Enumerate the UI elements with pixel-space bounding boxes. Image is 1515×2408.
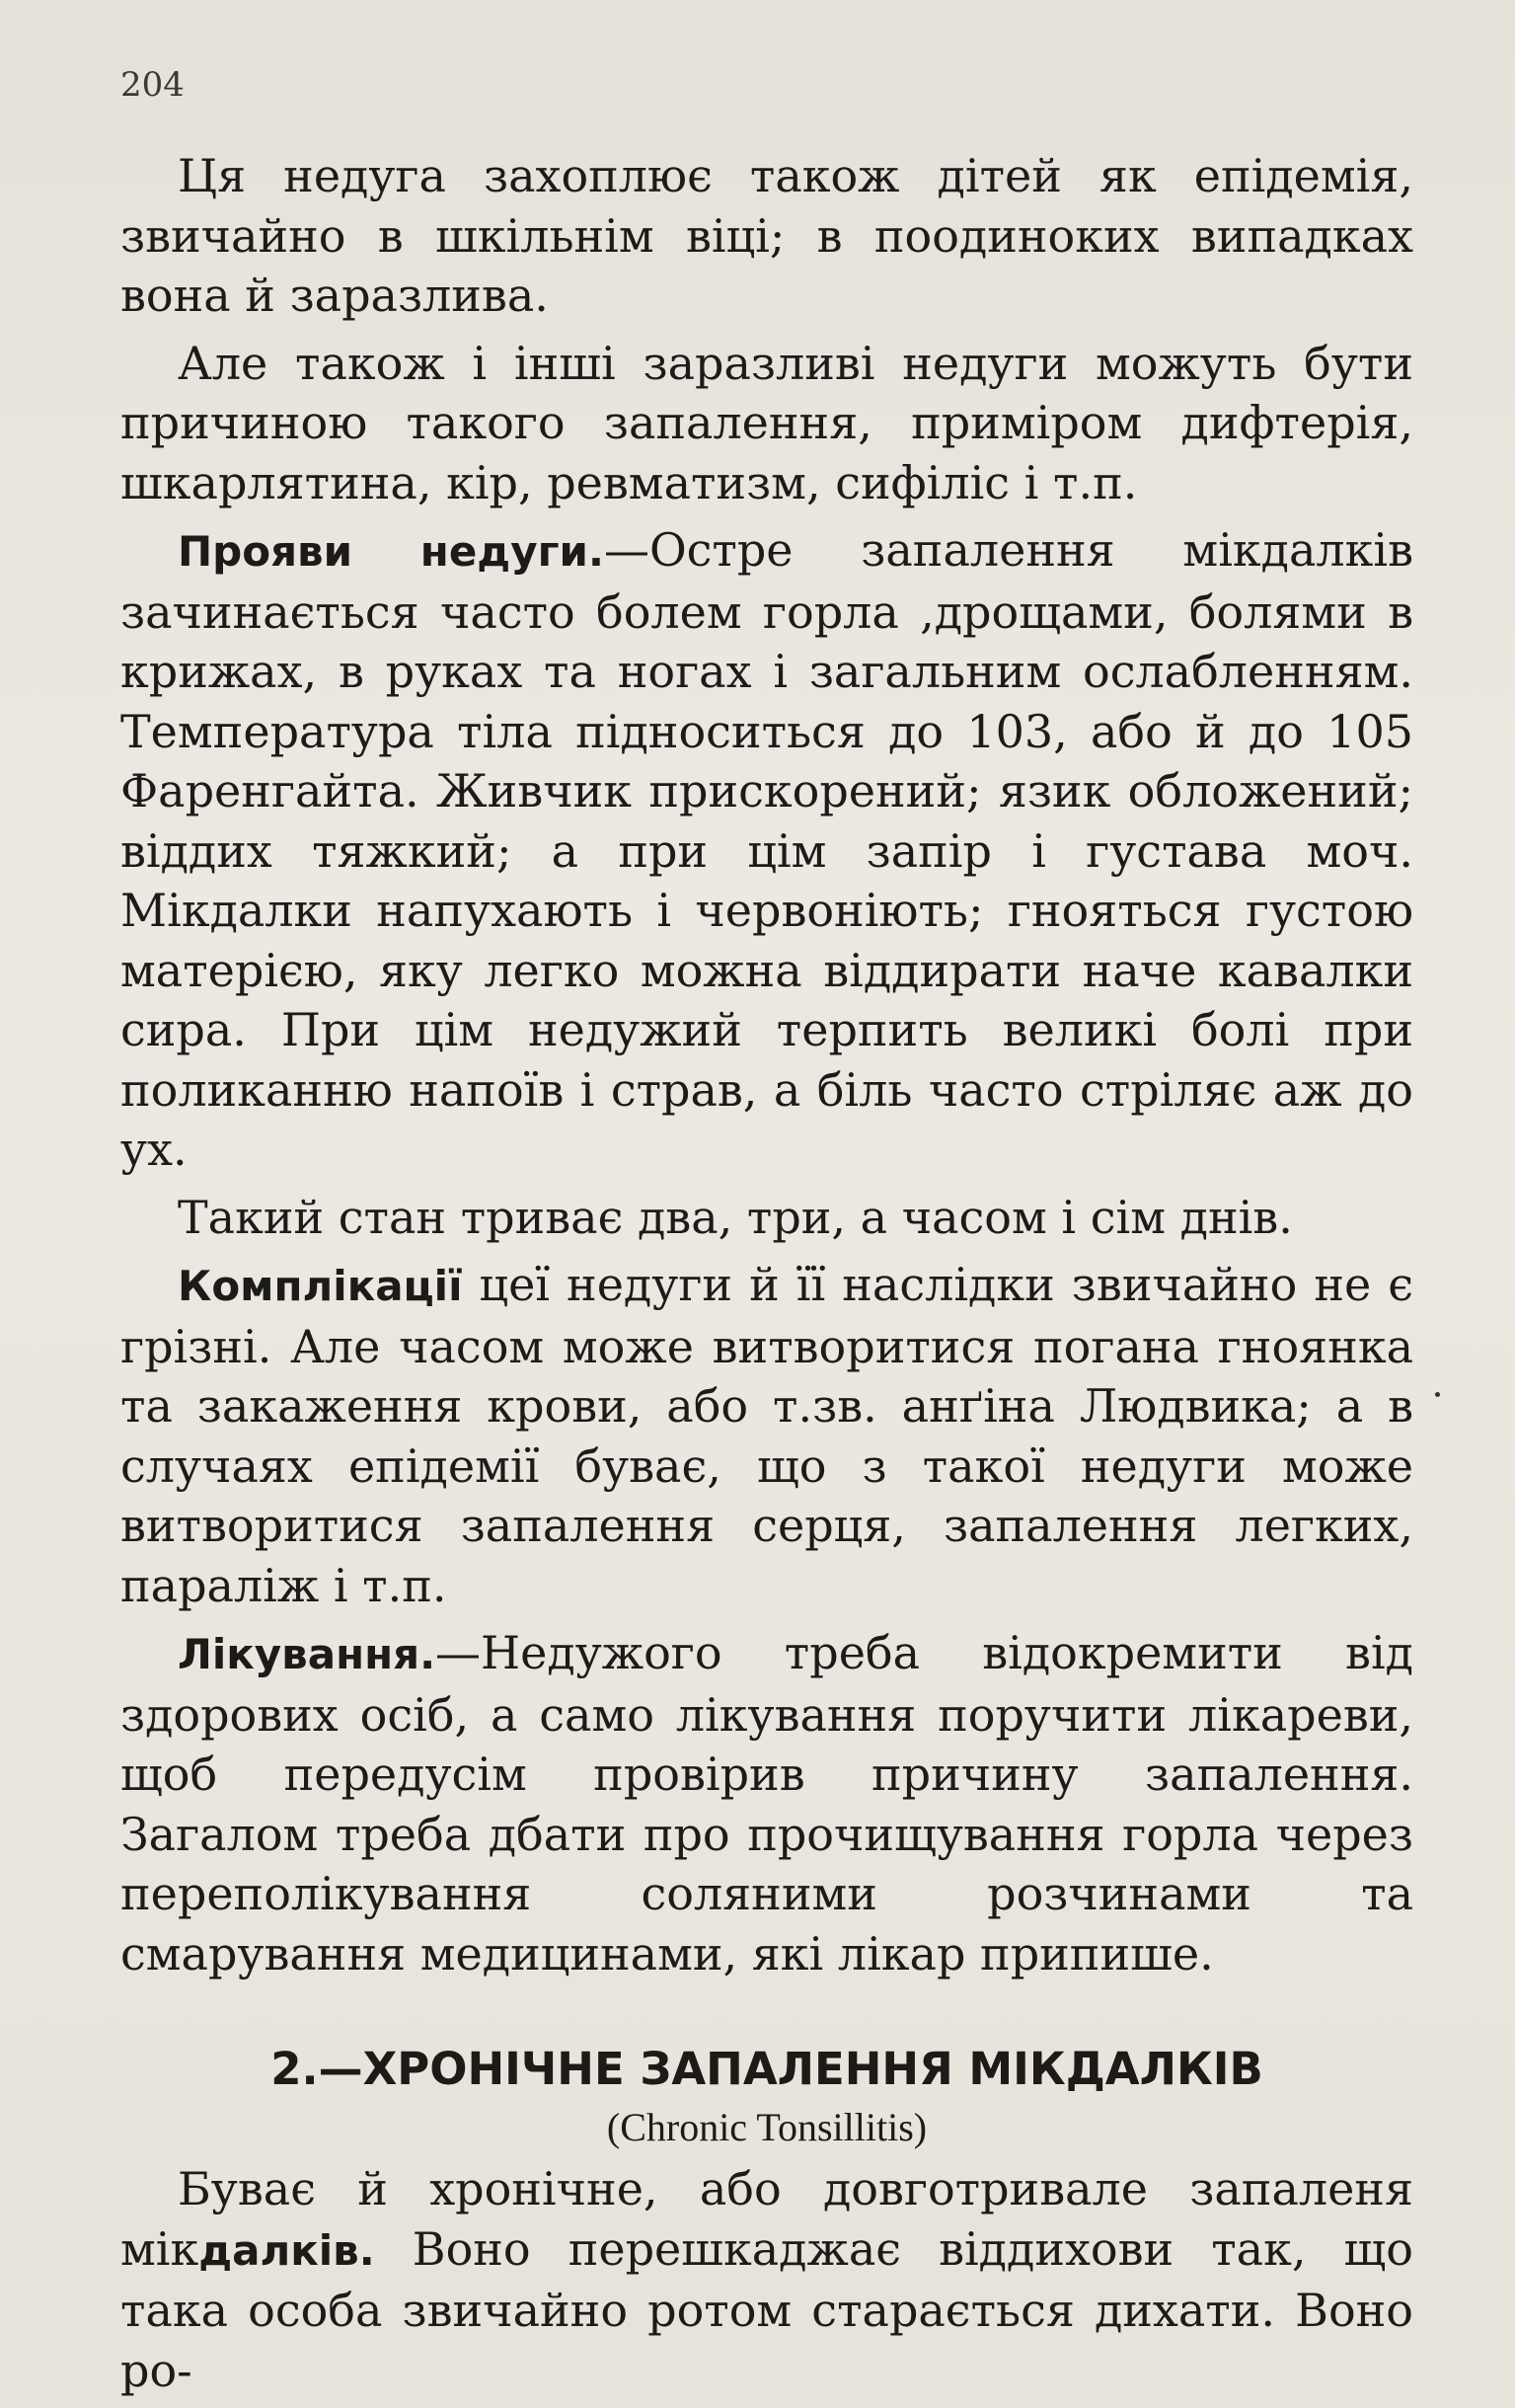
chronic-text-a: Буває й хронічне, або довготривале запаленя мік [120, 2162, 1413, 2276]
paragraph-treatment [120, 1623, 1413, 1983]
chronic-label: далків. [198, 2225, 375, 2275]
treatment-label: Лікування. [178, 1630, 436, 1678]
paragraph-1 [120, 146, 1413, 326]
section-subheading: (Chronic Tonsillitis) [606, 2105, 928, 2149]
symptoms-text: —Остре запалення мікдалків зачинається часто болем горла ,дрощами, болями в крижах, в руках та ногах і загальним ослабленням. Температура тіла підноситься до 103, або й до 105 Фаренгайта. Живчик прискорений; язик обложений; віддих тяжкий; а при цім запір і густава моч. Мікдалки напухають і червоніють; гнояться густою матерією, яку легко можна віддирати наче кавалки сира. При цім недужий терпить великі болі при поликанню напоїв і страв, а біль часто стріляє аж до ух. [120, 523, 1413, 1176]
complications-label: Комплікації [178, 1262, 463, 1310]
paragraph-complications [120, 1255, 1413, 1615]
duration-text: Такий стан триває два, три, а часом і сім днів. [178, 1190, 1293, 1244]
paragraph-2 [120, 334, 1413, 513]
paragraph-duration [120, 1188, 1413, 1248]
page-number: 204 [120, 65, 185, 105]
complications-text: цеї недуги й її наслідки звичайно не є грізні. Але часом може витворитися погана гноянка та закаження крови, або т.зв. анґіна Людвика; а в случаях епідемії буває, що з такої недуги може витворитися запалення серця, запалення легких, параліж і т.п. [120, 1258, 1413, 1612]
paragraph-1-text: Ця недуга захоплює також дітей як епідемія, звичайно в шкільнім віці; в поодиноких випадках вона й заразлива. [120, 149, 1413, 322]
paragraph-chronic [120, 2159, 1413, 2400]
print-speck [1435, 1392, 1440, 1397]
paragraph-symptoms [120, 520, 1413, 1180]
symptoms-label: Прояви недуги. [178, 527, 604, 576]
paragraph-2-text: Але також і інші заразливі недуги можуть бути причиною такого запалення, приміром дифтерія, шкарлятина, кір, ревматизм, сифіліс і т.п. [120, 336, 1413, 509]
page-body [120, 146, 1413, 2408]
section-heading: 2.—ХРОНІЧНЕ ЗАПАЛЕННЯ МІКДАЛКІВ [270, 2043, 1263, 2095]
chronic-text-b: Воно перешкаджає віддихови так, що така особа звичайно ротом старається дихати. Воно ро- [120, 2221, 1413, 2397]
treatment-text: —Недужого треба відокремити від здорових осіб, а само лікування поручити лікареви, щоб передусім провірив причину запалення. Загалом треба дбати про прочищування горла через переполікування соляними розчинами та смарування медицинами, які лікар припише. [120, 1626, 1413, 1981]
